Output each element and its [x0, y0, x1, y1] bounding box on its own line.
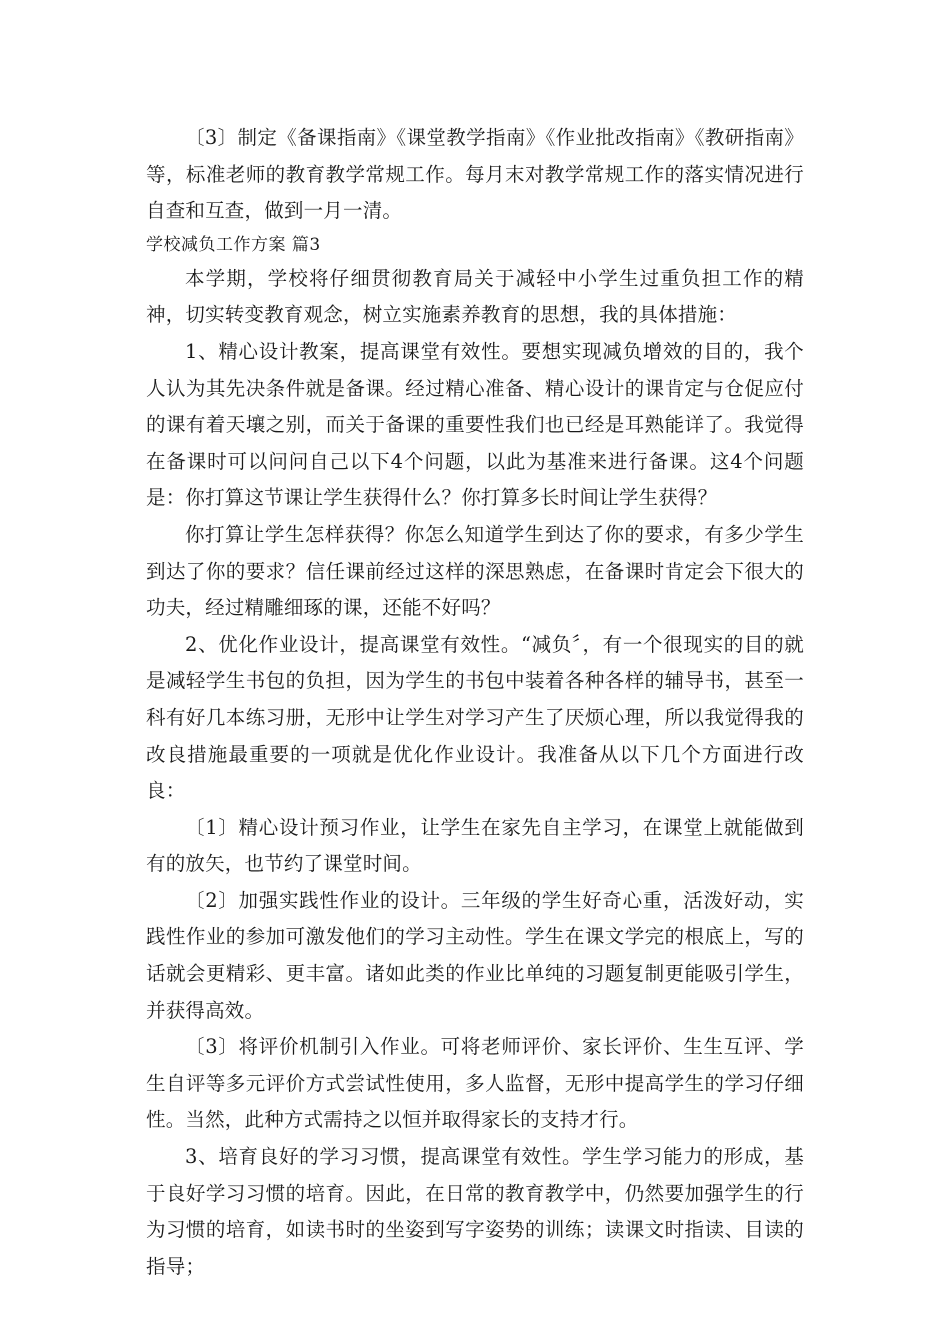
document-page: [146, 120, 804, 1285]
paragraph-measure-1: 1、精心设计教案，提高课堂有效性。要想实现减负增效的目的，我个人认为其先决条件就是备课。经过精心准备、精心设计的课肯定与仓促应付的课有着天壤之别，而关于备课的重要性我们也已经是耳熟能详了。我觉得在备课时可以问问自己以下4个问题，以此为基准来进行备课。这4个问题是：你打算这节课让学生获得什么？你打算多长时间让学生获得？: [146, 339, 804, 510]
paragraph-sub-3: 〔3〕将评价机制引入作业。可将老师评价、家长评价、生生互评、学生自评等多元评价方式尝试性使用，多人监督，无形中提高学生的学习仔细性。当然，此种方式需持之以恒并取得家长的支持才行。: [146, 1035, 804, 1132]
paragraph-lesson-planning-guides: 〔3〕制定《备课指南》《课堂教学指南》《作业批改指南》《教研指南》等，标准老师的教育教学常规工作。每月末对教学常规工作的落实情况进行自查和互查，做到一月一清。: [146, 126, 804, 223]
paragraph-sub-2: 〔2〕加强实践性作业的设计。三年级的学生好奇心重，活泼好动，实践性作业的参加可激发他们的学习主动性。学生在课文学完的根底上，写的话就会更精彩、更丰富。诸如此类的作业比单纯的习题复制更能吸引学生，并获得高效。: [146, 888, 804, 1022]
paragraph-measure-2: 2、优化作业设计，提高课堂有效性。“减负〞，有一个很现实的目的就是减轻学生书包的负担，因为学生的书包中装着各种各样的辅导书，甚至一科有好几本练习册，无形中让学生对学习产生了厌烦心理，所以我觉得我的改良措施最重要的一项就是优化作业设计。我准备从以下几个方面进行改良：: [146, 632, 804, 803]
paragraph-measure-3: 3、培育良好的学习习惯，提高课堂有效性。学生学习能力的形成，基于良好学习习惯的培育。因此，在日常的教育教学中，仍然要加强学生的行为习惯的培育，如读书时的坐姿到写字姿势的训练；读课文时指读、目读的指导；: [146, 1145, 804, 1278]
section-heading: 学校减负工作方案 篇3: [146, 234, 321, 255]
paragraph-measure-1-cont: 你打算让学生怎样获得？你怎么知道学生到达了你的要求，有多少学生到达了你的要求？信任课前经过这样的深思熟虑，在备课时肯定会下很大的功夫，经过精雕细琢的课，还能不好吗？: [146, 522, 804, 620]
paragraph-intro: 本学期，学校将仔细贯彻教育局关于减轻中小学生过重负担工作的精神，切实转变教育观念，树立实施素养教育的思想，我的具体措施：: [146, 266, 804, 327]
paragraph-sub-1: 〔1〕精心设计预习作业，让学生在家先自主学习，在课堂上就能做到有的放矢，也节约了课堂时间。: [146, 815, 804, 876]
